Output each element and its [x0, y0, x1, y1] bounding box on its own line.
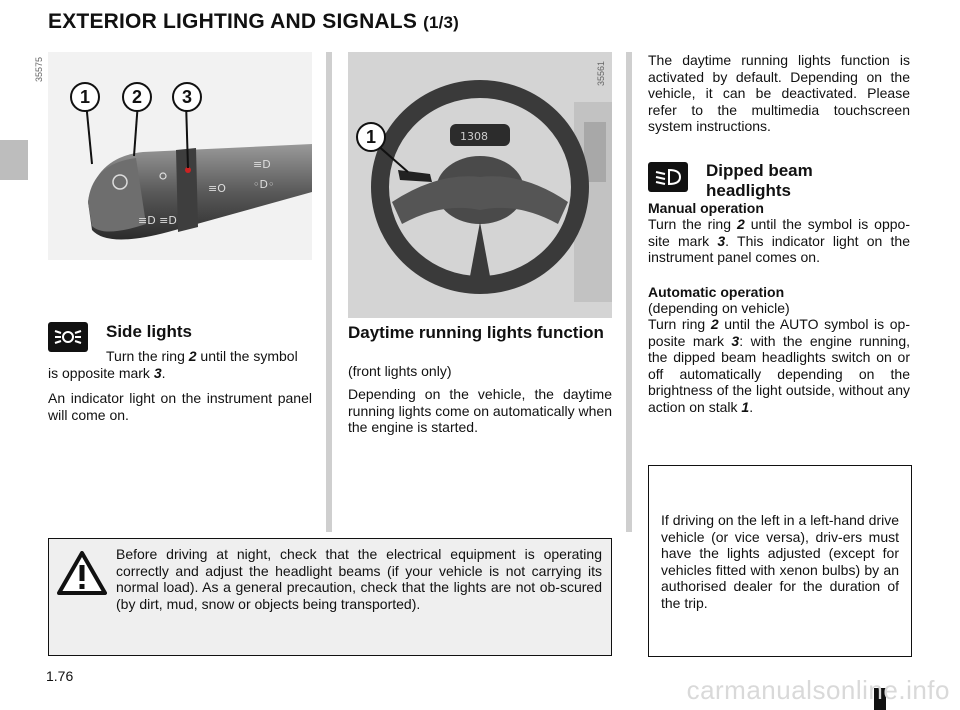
text-part: Turn the ring — [106, 348, 189, 364]
text-part: until the symbol — [196, 348, 298, 364]
text-ref: 3 — [153, 365, 162, 381]
watermark-text: carmanualsonline.info — [686, 675, 950, 705]
svg-text:◦D◦: ◦D◦ — [253, 178, 275, 191]
note-text: If driving on the left in a left-hand drive vehicle (or vice versa), driv-ers must have the lights adjusted (except for vehicles fitted with xenon bulbs) by an authorised dealer for the duration of the trip. — [661, 512, 899, 611]
warning-text: Before driving at night, check that the electrical equipment is operating correctly and adjust the headlight beams (if your vehicle is not carrying its normal load). As a general precaution, check that the lights are not ob-scured (by dirt, mud, snow or objects being transported). — [116, 546, 602, 612]
text-part: Turn the ring — [648, 216, 737, 232]
auto-text — [648, 316, 910, 415]
title-part: (1/3) — [423, 13, 460, 32]
svg-text:≡D: ≡D — [253, 158, 271, 171]
text-part: until the symbol is oppo-site mark — [648, 216, 910, 249]
figure-ref: 35575 — [34, 56, 44, 82]
side-lights-instruction-cont — [48, 365, 312, 382]
wheel-illustration — [348, 52, 612, 318]
text-part: Turn ring — [648, 316, 711, 332]
callout-3: 3 — [172, 82, 202, 112]
figure-ref: 35561 — [596, 60, 606, 86]
daytime-subtitle: (front lights only) — [348, 363, 452, 379]
svg-text:1308: 1308 — [460, 130, 488, 143]
column-divider-right — [626, 52, 632, 532]
warning-triangle-icon — [57, 551, 107, 595]
text-ref: 2 — [736, 216, 745, 232]
text-ref: 1 — [741, 398, 750, 415]
side-lights-indicator-text: An indicator light on the instrument panel will come on. — [48, 390, 312, 423]
text-part: : with the engine running, the dipped beam headlights switch on or off automatically depending on the brightness of the light outside, without any action on stalk — [648, 332, 910, 415]
stalk-figure — [48, 52, 312, 260]
note-box — [648, 465, 912, 657]
dipped-beam-icon — [648, 162, 688, 192]
column-divider-left — [326, 52, 332, 532]
callout-2: 2 — [122, 82, 152, 112]
text-part: until the AUTO symbol is op-posite mark — [648, 316, 911, 349]
text-ref: 2 — [710, 316, 719, 332]
text-part: . — [161, 365, 166, 381]
auto-heading: Automatic operation — [648, 284, 785, 300]
wheel-figure — [348, 52, 612, 318]
auto-condition: (depending on vehicle) — [648, 300, 790, 316]
manual-text — [648, 216, 910, 266]
title-text: EXTERIOR LIGHTING AND SIGNALS — [48, 10, 418, 33]
page-title — [48, 10, 459, 34]
manual-heading: Manual operation — [648, 200, 764, 216]
svg-text:≡D ≡D: ≡D ≡D — [138, 214, 177, 227]
text-ref: 3 — [731, 332, 740, 349]
text-part: . — [749, 398, 754, 415]
section-tab — [0, 140, 28, 180]
dipped-beam-heading: Dipped beam headlights — [706, 161, 813, 200]
text-ref: 2 — [188, 348, 197, 364]
callout-1: 1 — [70, 82, 100, 112]
side-lights-instruction — [106, 348, 312, 365]
page-number: 1.76 — [46, 668, 74, 684]
daytime-body: Depending on the vehicle, the daytime running lights come on automatically when the engine is started. — [348, 386, 612, 435]
side-lights-heading: Side lights — [106, 322, 192, 341]
text-part: . This indicator light on the instrument panel comes on. — [648, 232, 910, 265]
daytime-default-text: The daytime running lights function is activated by default. Depending on the vehicle, it can be deactivated. Please refer to the multimedia touchscreen system instructions. — [648, 52, 910, 134]
callout-1: 1 — [356, 122, 386, 152]
side-lights-icon — [48, 322, 88, 352]
svg-text:≡O: ≡O — [208, 182, 226, 195]
warning-box — [48, 538, 612, 656]
text-ref: 3 — [717, 232, 726, 249]
daytime-heading: Daytime running lights function — [348, 323, 604, 342]
text-part: is opposite mark — [48, 365, 154, 381]
